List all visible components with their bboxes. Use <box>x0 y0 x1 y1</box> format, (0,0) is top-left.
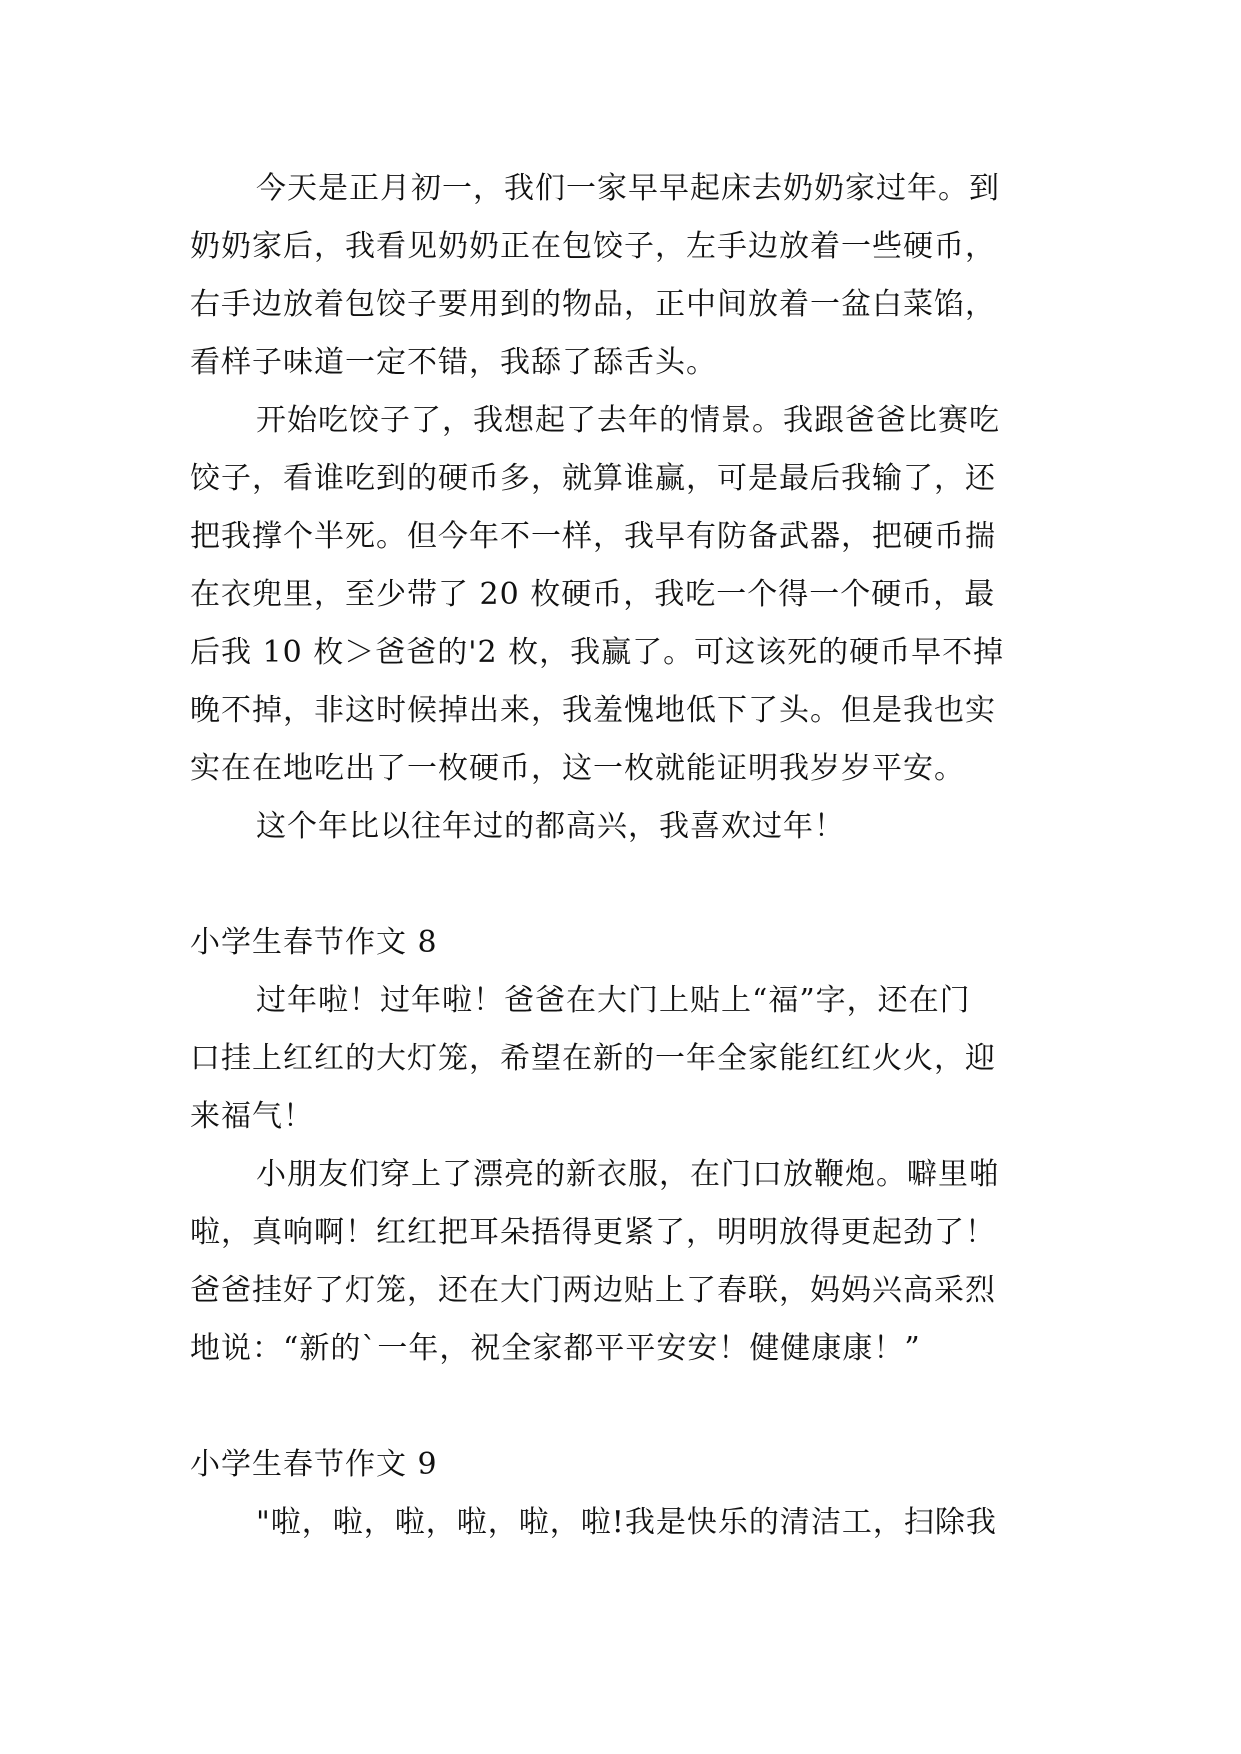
text-line: 爸爸挂好了灯笼，还在大门两边贴上了春联，妈妈兴高采烈 <box>190 1273 996 1308</box>
paragraph-firecrackers <box>190 1146 1050 1378</box>
paragraph-conclusion <box>190 798 1050 856</box>
text-line: 口挂上红红的大灯笼，希望在新的一年全家能红红火火，迎 <box>190 1041 996 1076</box>
paragraph-cleaner <box>190 1494 1050 1552</box>
text-line: 后我 10 枚＞爸爸的'2 枚，我赢了。可这该死的硬币早不掉 <box>190 635 1005 670</box>
text-line: 晚不掉，非这时候掉出来，我羞愧地低下了头。但是我也实 <box>190 693 996 728</box>
document-body <box>190 160 1050 1552</box>
paragraph-new-year-morning <box>190 160 1050 392</box>
text-line: 地说：“新的`一年，祝全家都平平安安！健健康康！” <box>190 1331 921 1366</box>
paragraph-dumpling-contest <box>190 392 1050 798</box>
text-line: 奶奶家后，我看见奶奶正在包饺子，左手边放着一些硬币， <box>190 229 996 264</box>
text-line: "啦，啦，啦，啦，啦，啦!我是快乐的清洁工，扫除我 <box>256 1505 997 1540</box>
text-line: 小朋友们穿上了漂亮的新衣服，在门口放鞭炮。噼里啪 <box>256 1157 1000 1192</box>
text-line: 在衣兜里，至少带了 20 枚硬币，我吃一个得一个硬币，最 <box>190 577 996 612</box>
text-line: 右手边放着包饺子要用到的物品，正中间放着一盆白菜馅， <box>190 287 996 322</box>
text-line: 实在在地吃出了一枚硬币，这一枚就能证明我岁岁平安。 <box>190 751 965 786</box>
text-line: 饺子，看谁吃到的硬币多，就算谁赢，可是最后我输了，还 <box>190 461 996 496</box>
text-line: 开始吃饺子了，我想起了去年的情景。我跟爸爸比赛吃 <box>256 403 1000 438</box>
text-line: 来福气！ <box>190 1099 314 1134</box>
text-line: 把我撑个半死。但今年不一样，我早有防备武器，把硬币揣 <box>190 519 996 554</box>
text-line: 啦，真响啊！红红把耳朵捂得更紧了，明明放得更起劲了！ <box>190 1215 996 1250</box>
text-line: 今天是正月初一，我们一家早早起床去奶奶家过年。到 <box>256 171 1000 206</box>
essay-heading-9: 小学生春节作文 9 <box>190 1447 438 1482</box>
text-line: 看样子味道一定不错，我舔了舔舌头。 <box>190 345 717 380</box>
text-line: 这个年比以往年过的都高兴，我喜欢过年！ <box>256 809 845 844</box>
essay-heading-8: 小学生春节作文 8 <box>190 925 438 960</box>
section-spacer <box>190 1378 1050 1436</box>
section-spacer <box>190 856 1050 914</box>
text-line: 过年啦！过年啦！爸爸在大门上贴上“福”字，还在门 <box>256 983 971 1018</box>
paragraph-new-year-decorations <box>190 972 1050 1146</box>
